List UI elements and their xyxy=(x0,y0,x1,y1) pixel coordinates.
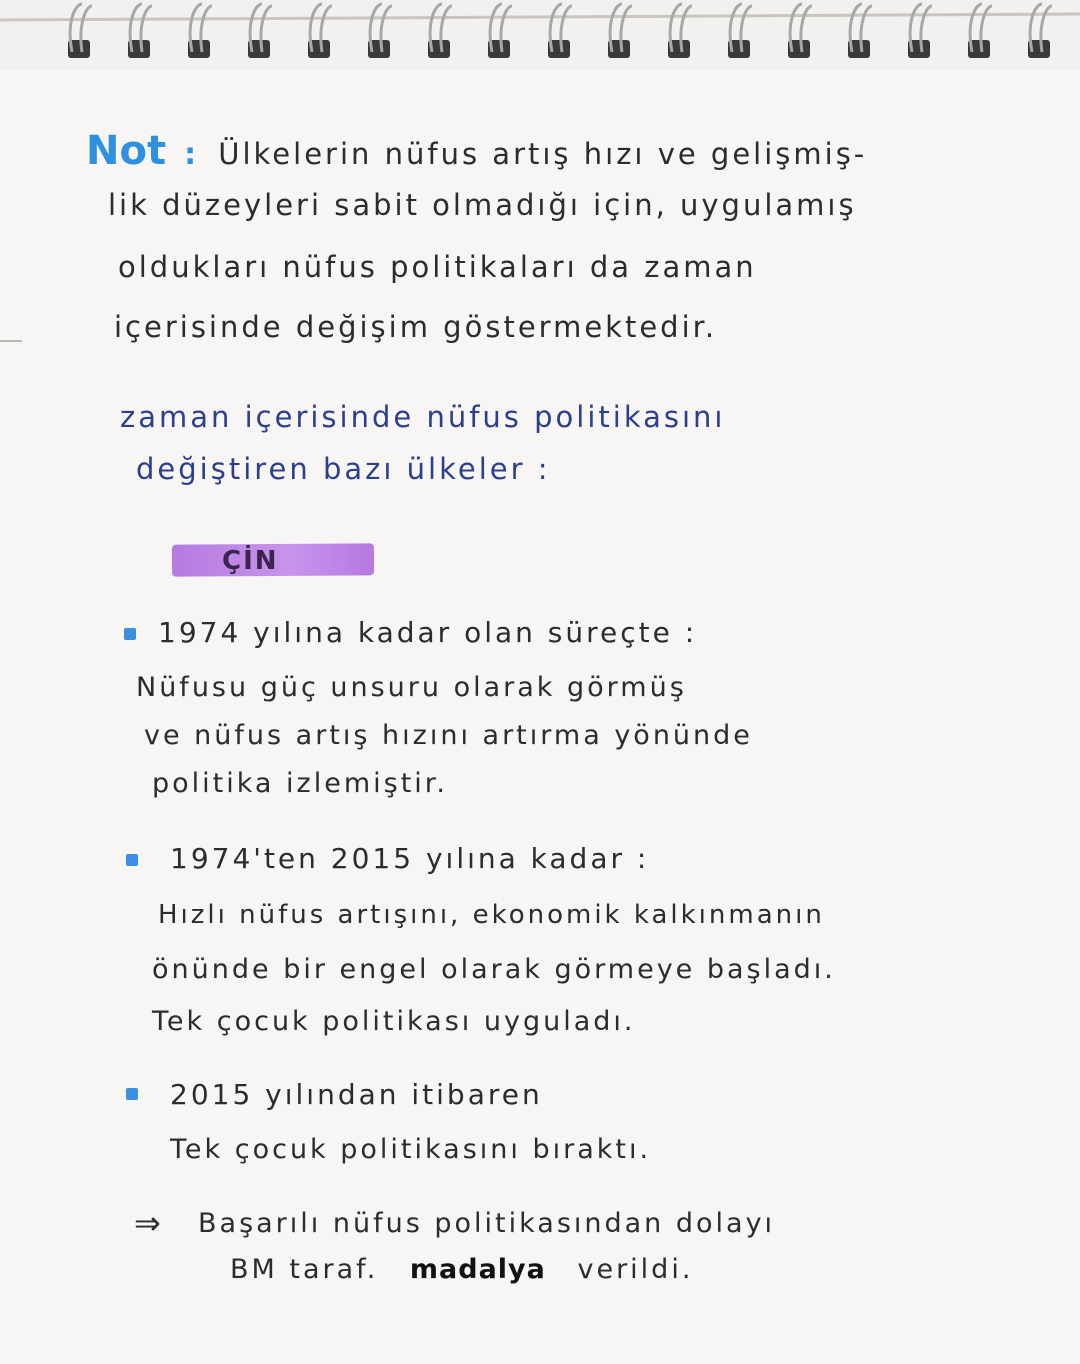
conclusion-line-1: Başarılı nüfus politikasından dolayı xyxy=(198,1208,776,1239)
section-2-line-2: önünde bir engel olarak görmeye başladı. xyxy=(152,954,836,985)
section-2-line-1: Hızlı nüfus artışını, ekonomik kalkınmanın xyxy=(158,900,825,930)
margin-mark xyxy=(0,340,22,342)
conclusion-post: verildi. xyxy=(577,1254,694,1285)
note-label: Not xyxy=(86,128,167,174)
section-1-line-2: ve nüfus artış hızını artırma yönünde xyxy=(144,720,753,751)
intro-line-1: zaman içerisinde nüfus politikasını xyxy=(120,400,726,434)
note-text-1: Ülkelerin nüfus artış hızı ve gelişmiş- xyxy=(218,137,868,171)
intro-line-2: değiştiren bazı ülkeler : xyxy=(136,452,551,486)
bullet-icon xyxy=(124,628,136,640)
arrow-icon: ⇒ xyxy=(134,1204,161,1242)
section-1-line-1: Nüfusu güç unsuru olarak görmüş xyxy=(136,672,687,703)
section-1-heading: 1974 yılına kadar olan süreçte : xyxy=(158,616,698,649)
note-line-3: oldukları nüfus politikaları da zaman xyxy=(118,250,757,284)
note-line-4: içerisinde değişim göstermektedir. xyxy=(114,310,718,344)
section-3-heading: 2015 yılından itibaren xyxy=(170,1078,543,1111)
spiral-binding xyxy=(0,0,1080,70)
bullet-icon xyxy=(126,1088,138,1100)
note-line-1 xyxy=(86,128,867,174)
country-label: ÇİN xyxy=(222,546,279,576)
bullet-icon xyxy=(126,854,138,866)
note-colon: : xyxy=(184,137,197,172)
section-1-line-3: politika izlemiştir. xyxy=(152,768,448,799)
section-2-heading: 1974'ten 2015 yılına kadar : xyxy=(170,842,650,875)
note-line-2: lik düzeyleri sabit olmadığı için, uygulamış xyxy=(108,188,857,222)
section-2-line-3: Tek çocuk politikası uyguladı. xyxy=(152,1006,636,1037)
conclusion-line-2 xyxy=(230,1254,693,1285)
section-3-line-1: Tek çocuk politikasını bıraktı. xyxy=(170,1134,652,1165)
conclusion-pre: BM taraf. xyxy=(230,1254,379,1285)
conclusion-bold: madalya xyxy=(409,1254,546,1285)
